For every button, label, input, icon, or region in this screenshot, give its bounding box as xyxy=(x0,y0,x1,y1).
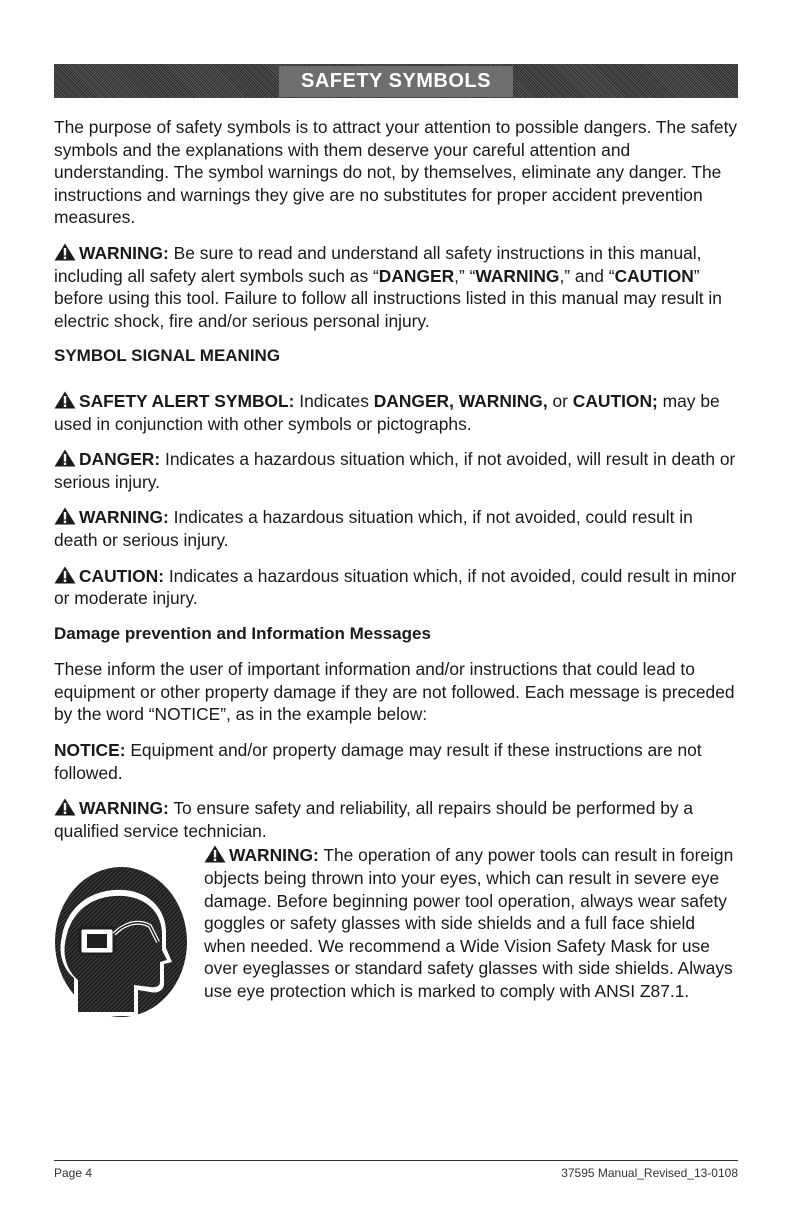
safety-alert-label: SAFETY ALERT SYMBOL: xyxy=(79,390,295,411)
danger-term: DANGER xyxy=(378,265,455,286)
caution-term: CAUTION xyxy=(614,265,694,286)
text-fragment: may be used in conjunction with other symbols or pictographs. xyxy=(54,390,720,434)
text-fragment: Indicates xyxy=(294,390,374,411)
caution-text: Indicates a hazardous situation which, if not avoided, could result in minor or moderate injury. xyxy=(54,565,737,609)
damage-prevention-paragraph: These inform the user of important information and/or instructions that could lead to equipment or other property damage if they are not followed. Each message is preceded by the word “NOTICE”, as in the example below: xyxy=(54,659,735,725)
caution-label: CAUTION: xyxy=(79,565,165,586)
text-fragment: ,” and “ xyxy=(559,265,615,286)
warning-text: To ensure safety and reliability, all repairs should be performed by a qualified service technician. xyxy=(54,798,694,841)
signal-words: DANGER, WARNING, xyxy=(373,390,548,411)
document-body xyxy=(54,116,738,1003)
warning-label: WARNING: xyxy=(79,798,169,819)
repair-warning-paragraph xyxy=(54,797,738,842)
caution-definition xyxy=(54,565,738,610)
notice-label: NOTICE: xyxy=(54,740,126,761)
text-fragment: ” before using this tool. Failure to follow all instructions listed in this manual may result in electric shock, fire and/or serious personal injury. xyxy=(54,265,722,331)
page-number: Page 4 xyxy=(54,1166,93,1180)
section-banner xyxy=(54,64,738,98)
symbol-signal-heading: SYMBOL SIGNAL MEANING xyxy=(54,346,281,366)
general-warning-paragraph xyxy=(54,242,738,332)
footer-divider xyxy=(54,1160,738,1161)
warning-term: WARNING xyxy=(475,265,560,286)
document-id: 37595 Manual_Revised_13-0108 xyxy=(561,1166,738,1180)
warning-label: WARNING: xyxy=(79,507,169,528)
eye-protection-icon xyxy=(54,866,188,1018)
safety-alert-icon xyxy=(54,507,76,525)
safety-alert-icon xyxy=(54,449,76,467)
notice-text: Equipment and/or property damage may result if these instructions are not followed. xyxy=(54,740,702,783)
damage-prevention-heading: Damage prevention and Information Messages xyxy=(54,623,431,643)
warning-text: The operation of any power tools can result in foreign objects being thrown into your eyes, which can result in severe eye damage. Before beginning power tool operation, always wear safety goggles or safety glasses with side shields and a full face shield when needed. We recommend a Wide Vision Safety Mask for use over eyeglasses or standard safety glasses with side shields. Always use eye protection which is marked to comply with ANSI Z87.1. xyxy=(204,845,734,1001)
safety-alert-icon xyxy=(54,798,76,816)
text-fragment: ,” “ xyxy=(454,265,476,286)
warning-text: Be sure to read and understand all safety instructions in this manual, including all safety alert symbols such as “ xyxy=(54,242,702,286)
text-fragment: or xyxy=(547,390,573,411)
danger-label: DANGER: xyxy=(79,449,161,470)
eye-protection-warning xyxy=(204,844,738,1002)
caution-term: CAUTION; xyxy=(572,390,658,411)
danger-text: Indicates a hazardous situation which, if not avoided, will result in death or serious injury. xyxy=(54,449,736,492)
warning-label: WARNING: xyxy=(79,242,169,263)
notice-paragraph xyxy=(54,739,738,784)
warning-definition xyxy=(54,506,738,551)
safety-alert-icon xyxy=(54,391,76,409)
warning-text: Indicates a hazardous situation which, if not avoided, could result in death or serious injury. xyxy=(54,507,693,550)
safety-alert-icon xyxy=(54,243,76,261)
eye-protection-block xyxy=(54,844,738,1002)
safety-alert-definition xyxy=(54,390,738,435)
danger-definition xyxy=(54,448,738,493)
section-title: SAFETY SYMBOLS xyxy=(279,66,513,97)
warning-label: WARNING: xyxy=(229,845,319,866)
intro-paragraph: The purpose of safety symbols is to attract your attention to possible dangers. The safety symbols and the explanations with them deserve your careful attention and understanding. The symbol warnings do not, by themselves, eliminate any danger. The instructions and warnings they give are no substitutes for proper accident prevention measures. xyxy=(54,117,738,228)
safety-alert-icon xyxy=(204,845,226,863)
safety-alert-icon xyxy=(54,566,76,584)
